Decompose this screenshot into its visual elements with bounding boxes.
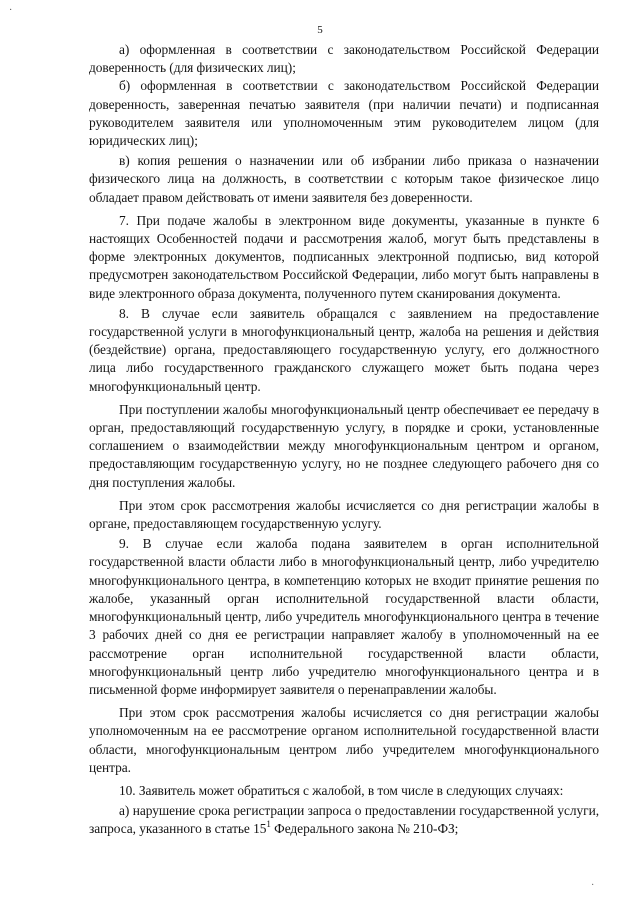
paragraph-item-v-appointment-copy: в) копия решения о назначении или об избрании либо приказа о назначении физического лица на должность, в соответствии с которым такое физическое лицо обладает правом действовать от имени заявителя без доверенности. [89,153,599,205]
article-superscript: 1 [266,819,271,830]
paragraph-case-a-registration-delay [89,802,599,838]
paragraph-clause-9: 9. В случае если жалоба подана заявителем в орган исполнительной государственной власти области либо в многофункциональный центр, либо учредителю многофункционального центра, в компетенцию которых не входит принятие решения по жалобе, указанный орган исполнительной государственной власти области, многофункциональный центр, либо учредитель многофункционального центра в течение 3 рабочих дней со дня ее регистрации направляет жалобу в уполномоченный на ее рассмотрение орган исполнительной государственной власти области, многофункциональный центр либо учредителю многофункционального центра и в письменной форме информирует заявителя о перенаправлении жалобы. [89,536,599,697]
paragraph-clause-10: 10. Заявитель может обратиться с жалобой, в том числе в следующих случаях: [119,782,564,798]
case-a-text-end: Федерального закона № 210-ФЗ; [270,821,459,837]
paragraph-item-b-legal-entities: б) оформленная в соответствии с законодательством Российской Федерации доверенность, заверенная печатью заявителя (при наличии печати) и подписанная руководителем заявителя или уполномоченным этим руководителем лицом (для юридических лиц); [89,78,599,149]
paragraph-clause-7: 7. При подаче жалобы в электронном виде документы, указанные в пункте 6 настоящих Особенностей подачи и рассмотрения жалоб, могут быть представлены в форме электронных документов, подписанных электронной подписью, вид которой предусмотрен законодательством Российской Федерации, либо могут быть направлены в виде электронного образа документа, полученного путем сканирования документа. [89,212,599,301]
document-body [89,41,599,839]
scan-footer-mark: · [591,880,595,891]
paragraph-review-period-1: При этом срок рассмотрения жалобы исчисляется со дня регистрации жалобы в органе, предоставляющем государственную услугу. [89,497,599,532]
scan-corner-mark: · [9,5,13,16]
paragraph-mfc-transfer: При поступлении жалобы многофункциональный центр обеспечивает ее передачу в орган, предоставляющий государственную услугу, в порядке и сроки, установленные соглашением о взаимодействии между многофункциональным центром и органом, предоставляющим государственную услугу, но не позднее следующего рабочего дня со дня поступления жалобы. [89,401,599,490]
paragraph-clause-8: 8. В случае если заявитель обращался с заявлением на предоставление государственной услуги в многофункциональный центр, жалоба на решения и действия (бездействие) органа, предоставляющего государственную услугу, его должностного лица либо государственного гражданского служащего может быть подана через многофункциональный центр. [89,305,599,394]
page-number: 5 [317,24,323,36]
paragraph-review-period-2: При этом срок рассмотрения жалобы исчисляется со дня регистрации жалобы уполномоченным на ее рассмотрение органом исполнительной государственной власти области, многофункциональным центром либо учредителем многофункционального центра. [89,705,599,775]
paragraph-item-a-individuals: а) оформленная в соответствии с законодательством Российской Федерации доверенность (для физических лиц); [89,42,599,76]
case-a-text-start: а) нарушение срока регистрации запроса о предоставлении государственной услуги, запроса, указанного в статье 15 [89,803,599,837]
